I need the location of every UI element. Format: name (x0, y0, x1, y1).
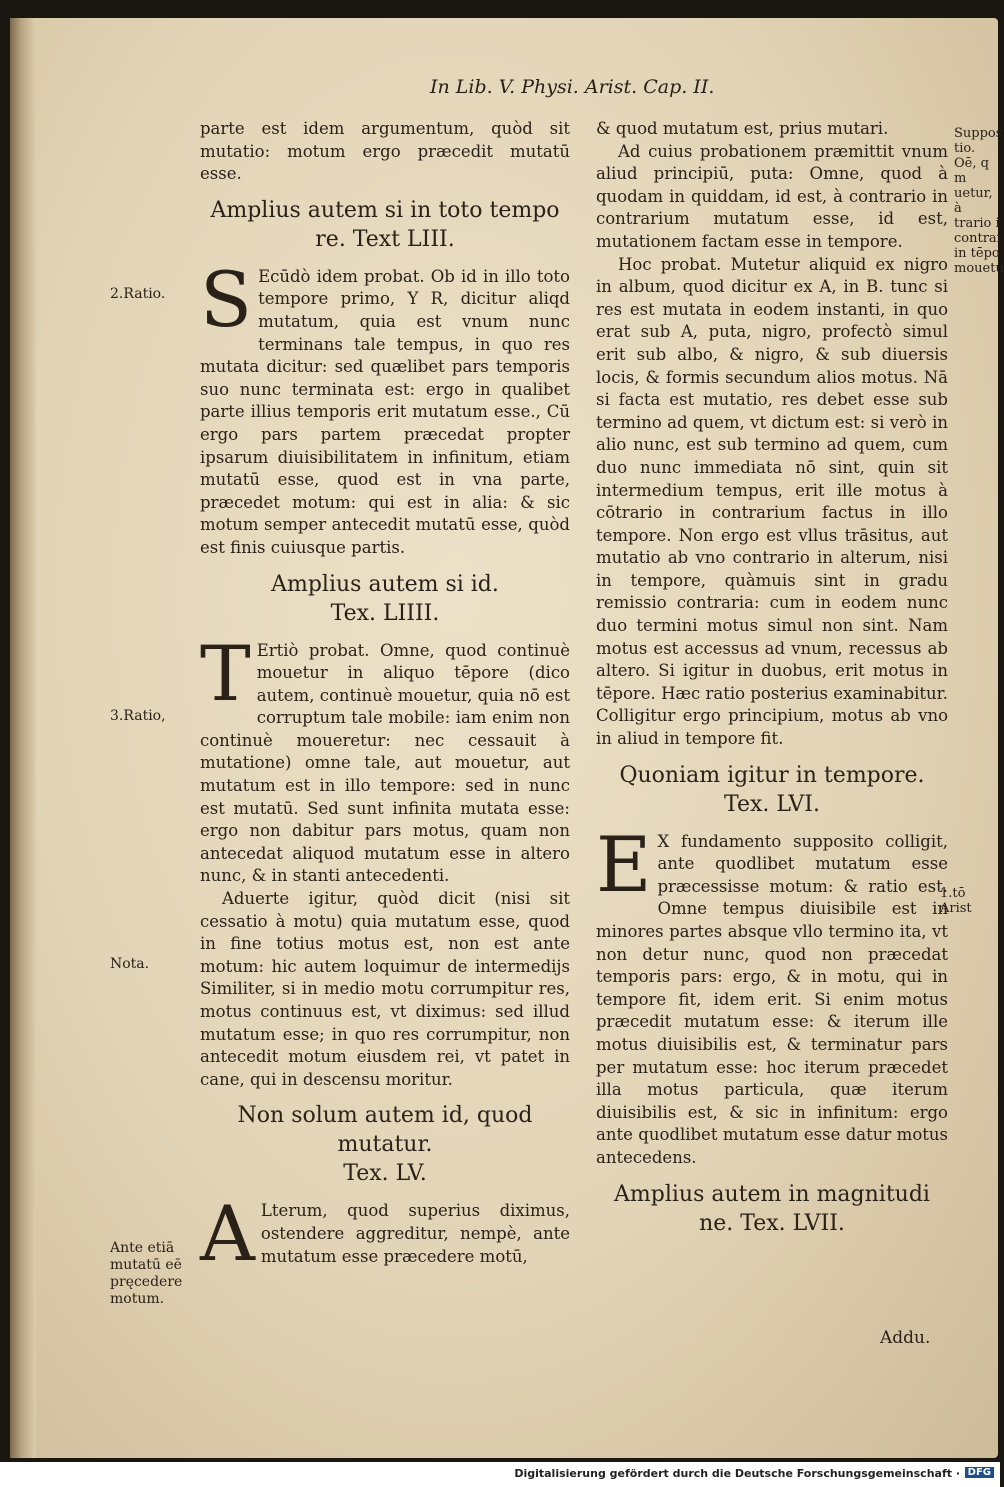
right-paragraph-2: Hoc probat. Mutetur aliquid ex nigro in album, quod dicitur ex A, in B. tunc si res est mutata in eodem instanti, in quo erat sub A, puta, nigro, profectò simul erit sub albo, & nigro, & sub diuersis locis, & formis secundum alios motus. Nā si facta est mutatio, res debet esse sub termino ad quem, vt dictum est: si verò in alio nunc, est sub termino ad quem, cum duo nunc immediata nō sint, quin sit intermedium tempus, erit ille motus à cōtrario in contrarium factus in illo tempore. Non ergo est vllus trāsitus, aut mutatio ab vno contrario in alterum, nisi in tempore, quàmuis sint in gradu remissio contraria: cum in eodem nunc duo termini motus simul non sint. Nam motus est accessus ad vnum, recessus ab altero. Si igitur in duobus, erit motus in tēpore. Hæc ratio posterius examinabitur. Colligitur ergo principium, motus ab vno in aliud in tempore fit. (596, 254, 948, 749)
margin-note-nota: Nota. (110, 956, 150, 972)
drop-cap: A (200, 1189, 255, 1279)
dfg-logo: DFG (965, 1467, 994, 1478)
right-intro: & quod mutatum est, prius mutari. (596, 119, 889, 138)
margin-note-ratio-arist: 1.tō Arist (940, 886, 972, 916)
left-paragraph-1: S Ecūdò idem probat. Ob id in illo toto tempore primo, Y R, dicitur aliqd mutatum, quia est vnum nunc terminans tale tempus, in quo res mutata dicitur: sed quælibet pars temporis suo nunc terminata est: ergo in qualibet parte illius temporis erit mutatum esse., Cū ergo pars partem præcedat propter ipsarum diuisibilitatem in infinitum, etiam mutatū esse, quod est in vna parte, præcedet motum: qui est in alia: & sic motum semper antecedit mutatū esse, quòd est finis cuiusque partis. (200, 254, 570, 557)
right-paragraph-3: E X fundamento supposito colligit, ante quodlibet mutatum esse præcessisse motum: & ratio est. Omne tempus diuisibile est in minores partes absque vllo termino ita, vt non detur nunc, quod non præcedat temporis pars: ergo, & in motu, qui in tempore fit, idem erit. Si enim motus præcedit mutatum esse: & iterum ille motus diuisibilis est, & terminatur pars per mutatum esse: hoc iterum præcedet illa motus particula, quæ iterum diuisibilis est, & sic in infinitum: ergo ante quodlibet mutatum esse datur motus antecedens. (596, 819, 948, 1167)
left-paragraph-3: Aduerte igitur, quòd dicit (nisi sit cessatio à motu) quia mutatum esse, quod in fine totius motus est, non est ante motum: hic autem loquimur de intermedijs Similiter, si in medio motu corrumpitur res, motus continuus est, vt diximus: sed illud mutatum esse; in quo res corrumpitur, non antecedit motum eiusdem rei, vt patet in cane, qui in descensu moritur. (200, 889, 570, 1089)
drop-cap: E (596, 819, 652, 909)
right-paragraph-1: Ad cuius probationem præmittit vnum aliud principiū, puta: Omne, quod à quodam in quiddam, id est, à contrario in contrarium mutatum esse, id est, mutationem factam esse in tempore. (596, 141, 948, 251)
drop-cap: T (200, 628, 251, 718)
left-heading-text-54: Amplius autem si id. Tex. LIIII. (271, 571, 499, 626)
left-heading-text-55: Non solum autem id, quod mutatur. Tex. LV. (237, 1103, 533, 1187)
margin-note-ante: Ante etiā mutatū eē pręcedere motum. (110, 1240, 183, 1307)
footer-credit: Digitalisierung gefördert durch die Deutsche Forschungsgemeinschaft · (514, 1467, 960, 1480)
margin-note-ratio-3: 3.Ratio, (110, 708, 166, 724)
book-spine (10, 18, 36, 1458)
right-heading-text-56: Quoniam igitur in tempore. Tex. LVI. (619, 762, 925, 817)
right-heading-text-57: Amplius autem in magnitudi ne. Tex. LVII. (614, 1181, 930, 1236)
left-column (200, 118, 570, 1279)
left-paragraph-2: T Ertiò probat. Omne, quod continuè mouetur in aliquo tēpore (dico autem, continuè mouetur, quia nō est corruptum tale mobile: iam enim non continuè moueretur: nec cessauit à mutatione) omne tale, aut mouetur, aut mutatum est in illo tempore: sed in nunc est mutatū. Sed sunt infinita mutata esse: ergo non dabitur pars motus, quam non antecedat aliquod mutatum esse in altero nunc, & in stanti antecedenti. (200, 628, 570, 886)
right-column (596, 118, 948, 1250)
running-header: In Lib. V. Physi. Arist. Cap. II. (430, 76, 715, 98)
catchword: Addu. (880, 1328, 931, 1348)
footer-bar (0, 1462, 1000, 1487)
margin-note-suppositio: Suppos tio. Oē, q m uetur, à trario i contrar in tēpo mouetu (954, 126, 1004, 276)
drop-cap: S (200, 254, 253, 344)
book-page (10, 18, 1004, 1458)
left-heading-text-53: Amplius autem si in toto tempo re. Text LIII. (210, 197, 560, 252)
margin-note-ratio-2: 2.Ratio. (110, 286, 166, 302)
left-paragraph-4: A Lterum, quod superius diximus, ostendere aggreditur, nempè, ante mutatum esse præcedere motū, (200, 1189, 570, 1279)
left-intro: parte est idem argumentum, quòd sit mutatio: motum ergo præcedit mutatū esse. (200, 119, 570, 184)
